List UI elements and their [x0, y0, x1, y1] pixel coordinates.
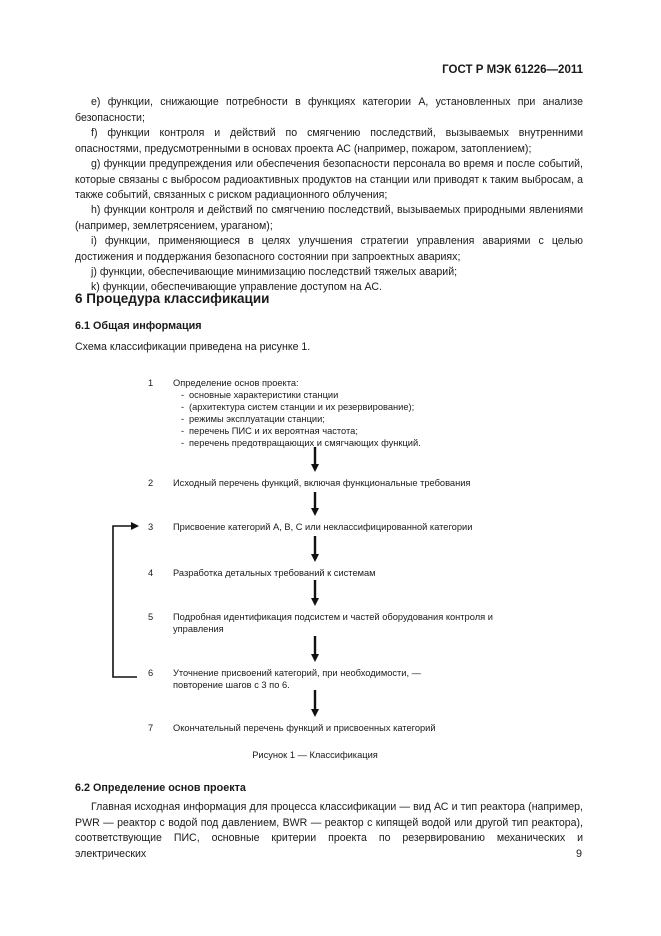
document-header: ГОСТ Р МЭК 61226—2011: [442, 64, 583, 76]
step-7-number: 7: [148, 723, 154, 733]
step-1-subitem: - основные характеристики станции: [179, 389, 523, 401]
section-6-2-heading: 6.2 Определение основ проекта: [75, 782, 246, 794]
list-item-k: k) функции, обеспечивающие управление доступом на АС.: [91, 281, 382, 293]
step-5-text: Подробная идентификация подсистем и частей оборудования контроля и управления: [173, 612, 493, 634]
figure-caption: Рисунок 1 — Классификация: [252, 750, 378, 760]
list-item-j: j) функции, обеспечивающие минимизацию последствий тяжелых аварий;: [91, 266, 458, 278]
step-3-text: Присвоение категорий А, В, С или неклассифицированной категории: [173, 522, 473, 532]
step-6-text: Уточнение присвоений категорий, при необходимости, — повторение шагов с 3 по 6.: [173, 668, 421, 690]
section-6-heading: 6 Процедура классификации: [75, 291, 270, 306]
step-4-text: Разработка детальных требований к системам: [173, 568, 376, 578]
step-5-number: 5: [148, 612, 154, 622]
list-item-i: i) функции, применяющиеся в целях улучшения стратегии управления авариями с целью достижения и поддержания безопасного состоянии при запроектных авариях;: [75, 235, 583, 263]
step-7-text: Окончательный перечень функций и присвоенных категорий: [173, 723, 436, 733]
step-6-number: 6: [148, 668, 154, 678]
list-item-e: e) функции, снижающие потребности в функциях категории А, установленных при анализе безопасности;: [75, 96, 583, 124]
step-1-subitem: - перечень ПИС и их вероятная частота;: [179, 425, 523, 437]
section-6-1-heading: 6.1 Общая информация: [75, 320, 202, 332]
step-1-subitem-text: (архитектура систем станции и их резервирование);: [189, 402, 415, 412]
step-2-text: Исходный перечень функций, включая функциональные требования: [173, 478, 471, 488]
page-number: 9: [576, 848, 583, 860]
loop-back-arrowhead: [131, 522, 139, 530]
list-item-g: g) функции предупреждения или обеспечения безопасности персонала во время и после событий, которые связаны с выбросом радиоактивных продуктов на станции или приводят к таким выбросам, а также событий, связанных с риском радиационного облучения;: [75, 158, 583, 202]
step-1-subitem: - режимы эксплуатации станции;: [179, 413, 523, 425]
step-1-title: Определение основ проекта:: [173, 378, 299, 388]
step-3-number: 3: [148, 522, 154, 532]
step-1-number: 1: [148, 378, 154, 388]
step-1-subitem: - перечень предотвращающих и смягчающих функций.: [179, 437, 523, 449]
step-2-number: 2: [148, 478, 154, 488]
loop-back-arrow: [113, 526, 137, 677]
list-item-h: h) функции контроля и действий по смягчению последствий, вызываемых природными явлениями (например, землетрясением, ураганом);: [75, 204, 583, 232]
section-6-1-text: Схема классификации приведена на рисунке 1.: [75, 341, 311, 353]
list-item-f: f) функции контроля и действий по смягчению последствий, вызываемых внутренними опасностями, предусмотренными в основах проекта АС (например, пожаром, затоплением);: [75, 127, 583, 155]
step-4-number: 4: [148, 568, 154, 578]
section-6-2-text: Главная исходная информация для процесса классификации — вид АС и тип реактора (например, PWR — реактор с водой под давлением, BWR — реактор с кипящей водой или другой тип реактора), соответствующие ПИС, основные критерии проекта по резервированию механических и электрических: [75, 801, 583, 860]
